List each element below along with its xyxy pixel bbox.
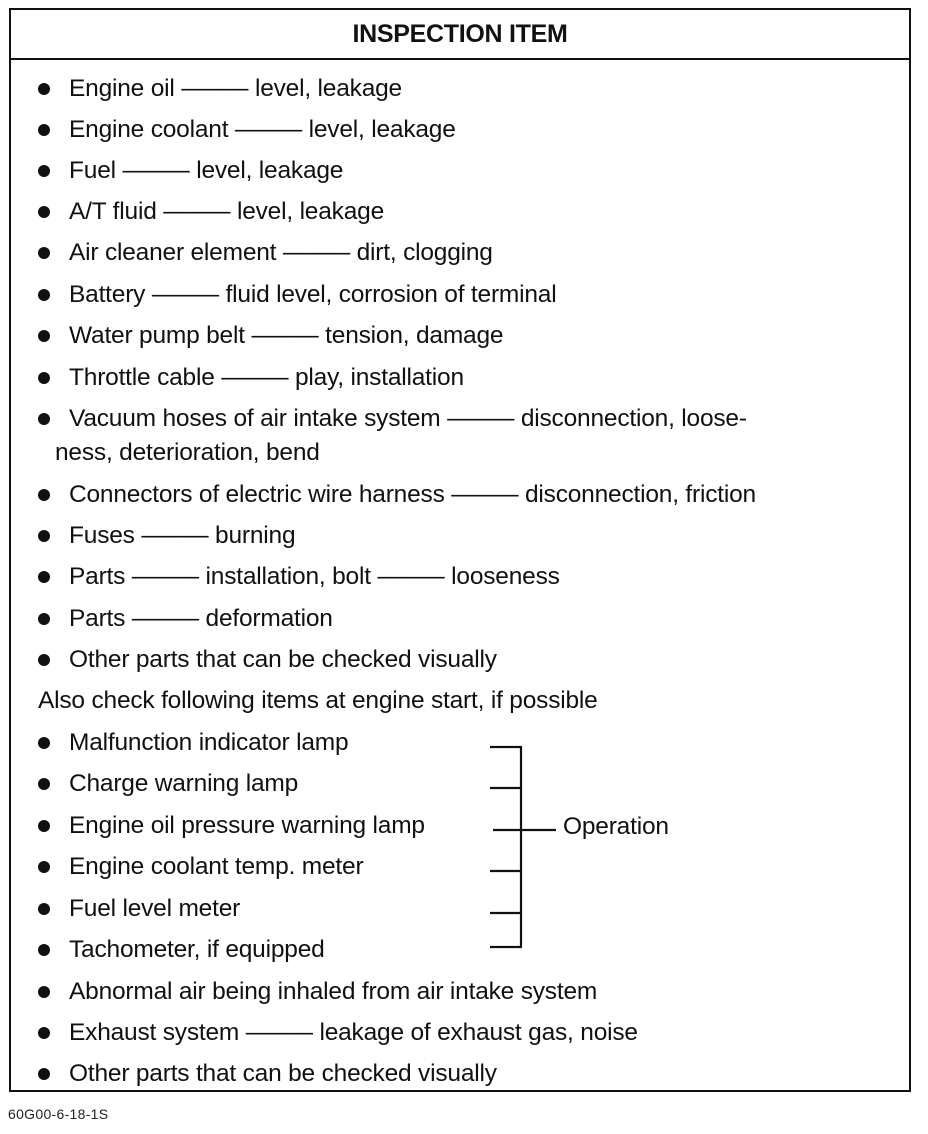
- item-text: Engine coolant ––––– level, leakage: [69, 116, 456, 143]
- inspection-table: [9, 8, 911, 1092]
- item-text: Battery ––––– fluid level, corrosion of terminal: [69, 281, 557, 308]
- operation-bracket: [11, 10, 909, 1090]
- item-text: Engine coolant temp. meter: [69, 853, 364, 880]
- item-text: Abnormal air being inhaled from air intake system: [69, 978, 598, 1005]
- item-text: Malfunction indicator lamp: [69, 729, 349, 756]
- item-text: Parts ––––– installation, bolt ––––– looseness: [69, 563, 560, 590]
- item-text: Fuel ––––– level, leakage: [69, 157, 344, 184]
- item-text: Engine oil ––––– level, leakage: [69, 75, 402, 102]
- table-header: INSPECTION ITEM: [11, 10, 909, 60]
- bullet-icon: [38, 1068, 50, 1080]
- item-text: Vacuum hoses of air intake system ––––– disconnection, loose-: [69, 405, 747, 432]
- item-text: Tachometer, if equipped: [69, 936, 325, 963]
- bullet-icon: [38, 986, 50, 998]
- item-text: Air cleaner element ––––– dirt, clogging: [69, 239, 493, 266]
- note-text: Also check following items at engine start, if possible: [38, 687, 598, 714]
- item-text: A/T fluid ––––– level, leakage: [69, 198, 384, 225]
- item-text: Parts ––––– deformation: [69, 605, 333, 632]
- item-text: Water pump belt ––––– tension, damage: [69, 322, 504, 349]
- item-text: Throttle cable ––––– play, installation: [69, 364, 464, 391]
- bullet-icon: [38, 1027, 50, 1039]
- item-text: Charge warning lamp: [69, 770, 299, 797]
- item-text: Other parts that can be checked visually: [69, 1060, 497, 1087]
- operation-label: Operation: [563, 813, 669, 840]
- item-text: Exhaust system ––––– leakage of exhaust gas, noise: [69, 1019, 638, 1046]
- item-text: Fuel level meter: [69, 895, 241, 922]
- item-text: Fuses ––––– burning: [69, 522, 296, 549]
- item-text: Other parts that can be checked visually: [69, 646, 497, 673]
- figure-code: 60G00-6-18-1S: [8, 1106, 109, 1122]
- item-text: Connectors of electric wire harness ––––– disconnection, friction: [69, 481, 756, 508]
- item-continuation-text: ness, deterioration, bend: [55, 439, 320, 466]
- item-text: Engine oil pressure warning lamp: [69, 812, 425, 839]
